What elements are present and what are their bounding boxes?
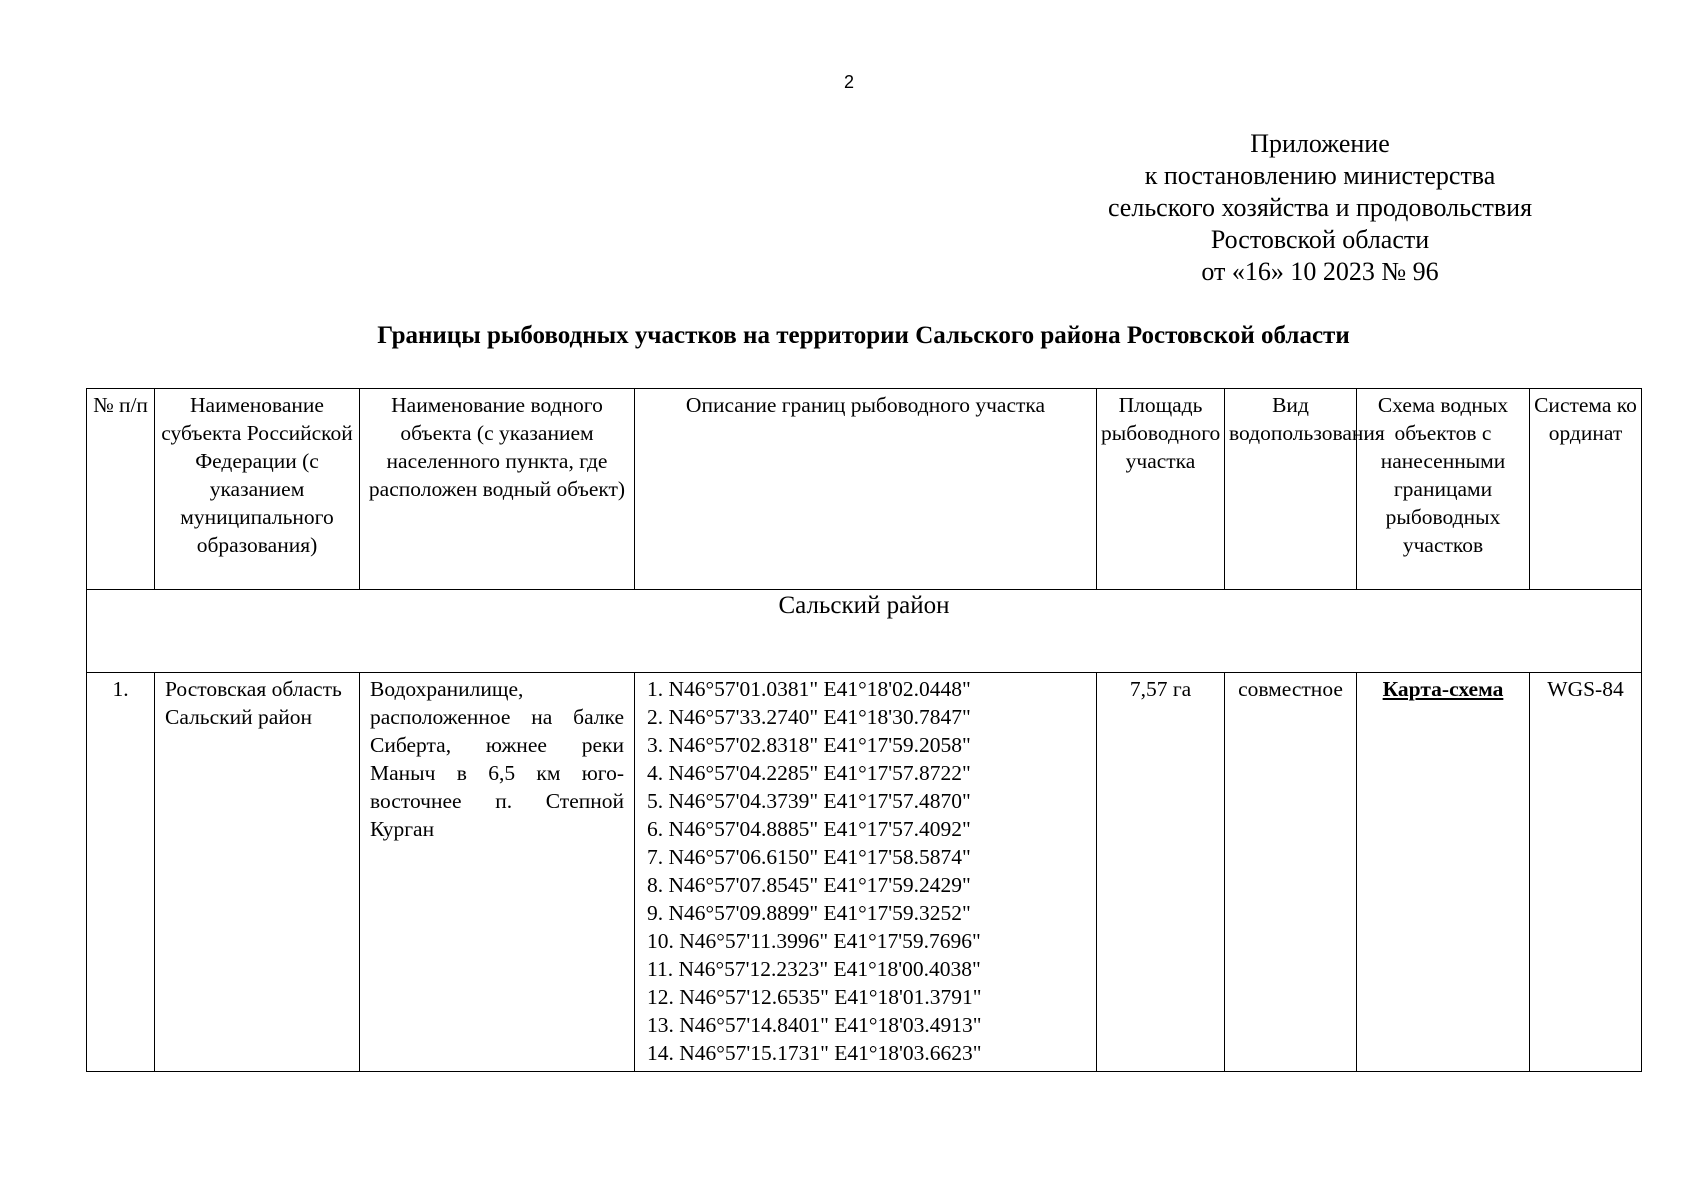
section-row (87, 590, 1642, 673)
row-water-object: Водохранилище, расположенное на балке Сиберта, южнее реки Маныч в 6,5 км юго-восточнее п. Степной Курган (360, 673, 635, 1072)
row-boundary-coordinates (635, 673, 1097, 1072)
coordinate-item: 12. N46°57'12.6535" E41°18'01.3791" (647, 985, 982, 1009)
row-area: 7,57 га (1097, 673, 1225, 1072)
appendix-line-1: Приложение (1250, 129, 1390, 158)
fish-farming-areas-table (86, 388, 1642, 1072)
appendix-line-2: к постановлению министерства (1144, 161, 1496, 190)
appendix-line-4: Ростовской области (1210, 225, 1430, 254)
map-scheme-link[interactable]: Карта-схема (1382, 677, 1504, 701)
coordinate-item: 10. N46°57'11.3996" E41°17'59.7696" (647, 929, 981, 953)
row-number: 1. (87, 673, 155, 1072)
header-boundary-description: Описание границ рыбоводного участка (635, 389, 1097, 590)
section-title: Сальский район (87, 590, 1642, 673)
table-row (87, 673, 1642, 1072)
coordinate-item: 8. N46°57'07.8545" E41°17'59.2429" (647, 873, 971, 897)
coordinate-item: 3. N46°57'02.8318" E41°17'59.2058" (647, 733, 971, 757)
table-header-row (87, 389, 1642, 590)
page-number: 2 (843, 72, 854, 92)
coordinate-item: 14. N46°57'15.1731" E41°18'03.6623" (647, 1041, 982, 1065)
coordinate-list (639, 675, 1092, 1067)
header-area: Площадь рыбоводного участка (1097, 389, 1225, 590)
appendix-line-3: сельского хозяйства и продовольствия (1107, 193, 1533, 222)
coordinate-item: 5. N46°57'04.3739" E41°17'57.4870" (647, 789, 971, 813)
coordinate-item: 1. N46°57'01.0381" E41°18'02.0448" (647, 677, 971, 701)
header-number: № п/п (87, 389, 155, 590)
coordinate-item: 13. N46°57'14.8401" E41°18'03.4913" (647, 1013, 982, 1037)
header-coordinate-system: Система координат (1530, 389, 1642, 590)
document-title: Границы рыбоводных участков на территории Сальского района Ростовской области (377, 322, 1350, 349)
header-subject: Наименование субъекта Российской Федерации (с указанием муниципального образования) (155, 389, 360, 590)
coordinate-item: 2. N46°57'33.2740" E41°18'30.7847" (647, 705, 971, 729)
row-scheme-cell (1357, 673, 1530, 1072)
coordinate-item: 9. N46°57'09.8899" E41°17'59.3252" (647, 901, 971, 925)
coordinate-item: 7. N46°57'06.6150" E41°17'58.5874" (647, 845, 971, 869)
row-subject: Ростовская область Сальский район (155, 673, 360, 1072)
header-water-object: Наименование водного объекта (с указанием населенного пункта, где расположен водный объект) (360, 389, 635, 590)
header-scheme: Схема водных объектов с нанесенными границами рыбоводных участков (1357, 389, 1530, 590)
coordinate-item: 6. N46°57'04.8885" E41°17'57.4092" (647, 817, 971, 841)
header-usage-type: Вид водопользования (1225, 389, 1357, 590)
coordinate-item: 11. N46°57'12.2323" E41°18'00.4038" (647, 957, 981, 981)
appendix-block (1040, 128, 1600, 288)
row-coordinate-system: WGS-84 (1530, 673, 1642, 1072)
coordinate-item: 4. N46°57'04.2285" E41°17'57.8722" (647, 761, 971, 785)
appendix-line-5: от «16» 10 2023 № 96 (1201, 257, 1439, 286)
row-usage-type: совместное (1225, 673, 1357, 1072)
